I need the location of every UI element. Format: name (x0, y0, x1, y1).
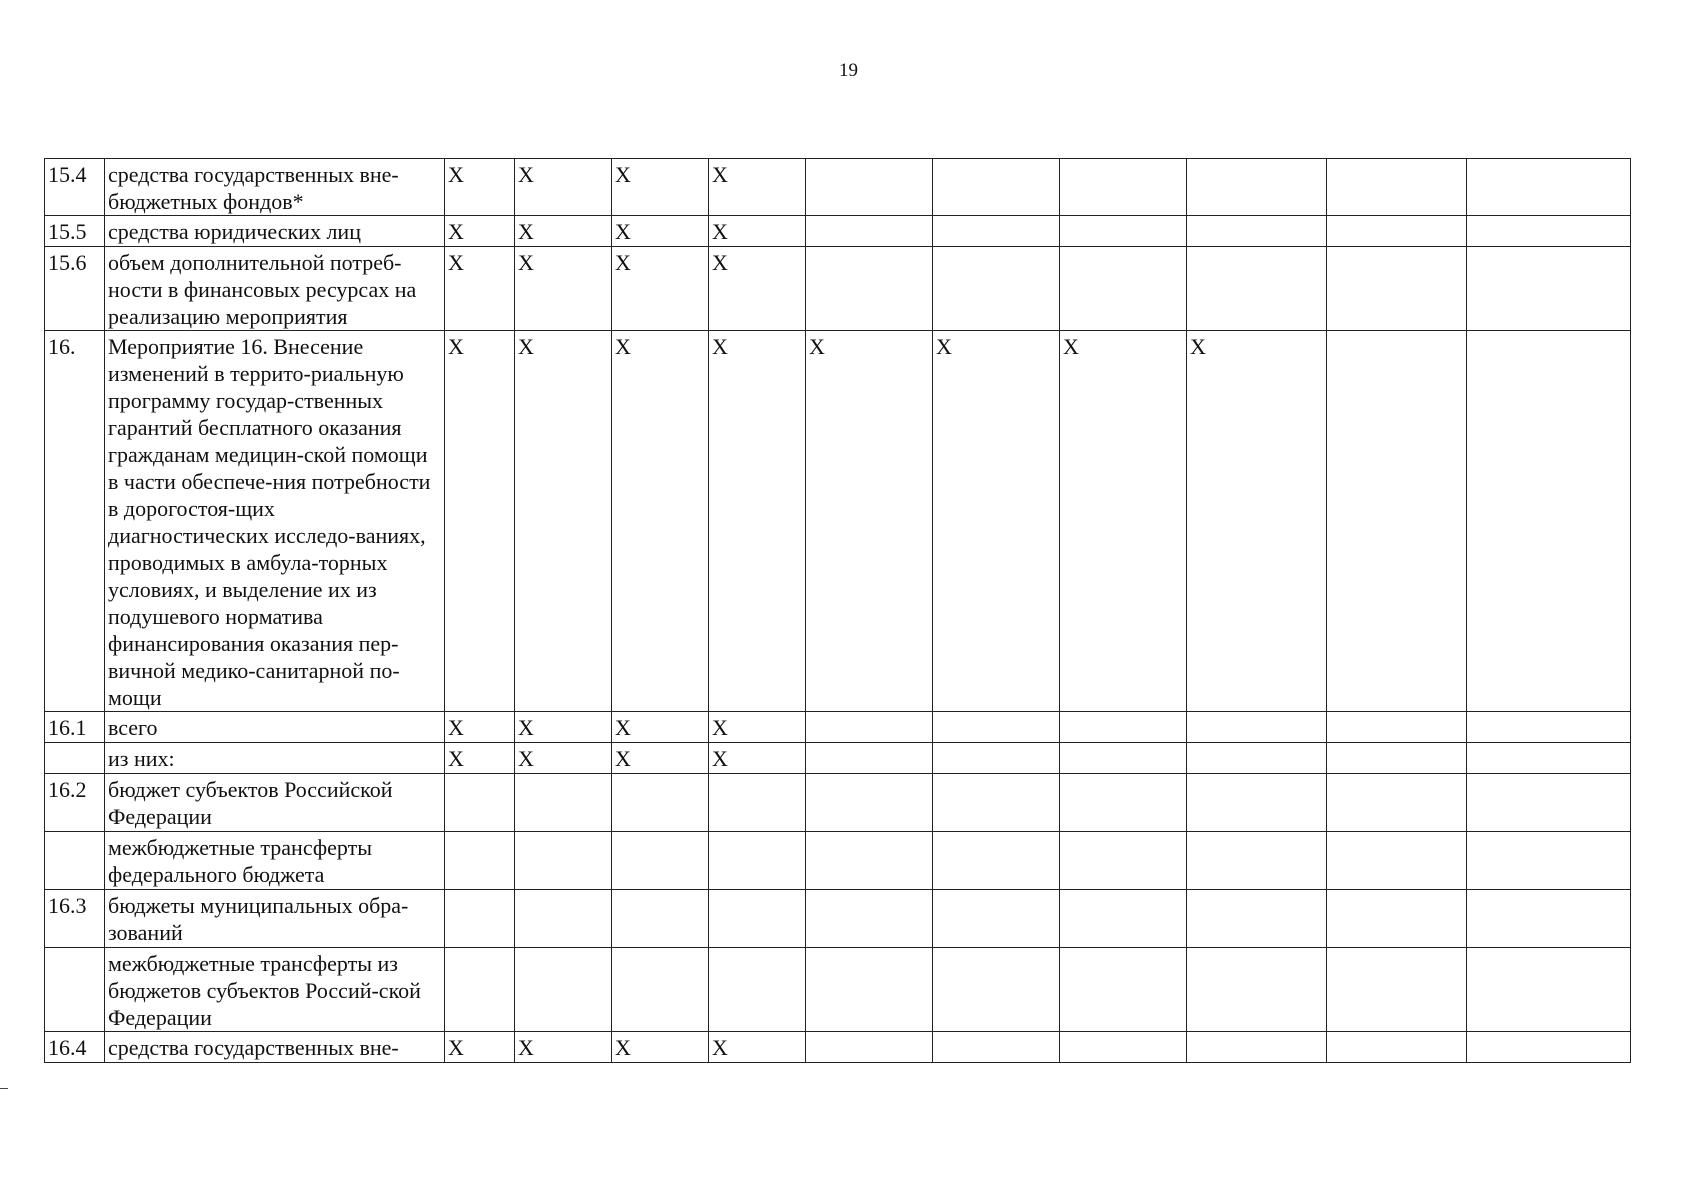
empty-cell (1327, 774, 1467, 832)
row-number (45, 948, 105, 1032)
table-row (45, 331, 1631, 712)
row-number: 16. (45, 331, 105, 712)
row-number: 16.4 (45, 1032, 105, 1063)
row-number (45, 832, 105, 890)
empty-cell (806, 890, 933, 948)
empty-cell (1187, 712, 1327, 743)
empty-cell (1327, 331, 1467, 712)
empty-cell (1060, 948, 1187, 1032)
empty-cell (709, 832, 806, 890)
empty-cell (515, 832, 612, 890)
table-row (45, 948, 1631, 1032)
not-applicable-mark: X (612, 216, 709, 247)
not-applicable-mark: X (709, 331, 806, 712)
row-description: всего (105, 712, 445, 743)
not-applicable-mark: X (515, 743, 612, 774)
empty-cell (1187, 1032, 1327, 1063)
not-applicable-mark: X (445, 159, 515, 216)
empty-cell (1327, 712, 1467, 743)
not-applicable-mark: X (709, 743, 806, 774)
empty-cell (1187, 743, 1327, 774)
not-applicable-mark: X (612, 247, 709, 331)
empty-cell (445, 774, 515, 832)
table-row (45, 712, 1631, 743)
empty-cell (806, 712, 933, 743)
not-applicable-mark: X (612, 712, 709, 743)
row-number: 15.6 (45, 247, 105, 331)
row-number (45, 743, 105, 774)
empty-cell (933, 948, 1060, 1032)
empty-cell (1060, 774, 1187, 832)
empty-cell (1327, 247, 1467, 331)
empty-cell (1187, 216, 1327, 247)
not-applicable-mark: X (1187, 331, 1327, 712)
empty-cell (933, 743, 1060, 774)
empty-cell (1187, 890, 1327, 948)
row-description: средства государственных вне- (105, 1032, 445, 1063)
table-row (45, 832, 1631, 890)
not-applicable-mark: X (445, 331, 515, 712)
empty-cell (1327, 832, 1467, 890)
not-applicable-mark: X (709, 159, 806, 216)
not-applicable-mark: X (709, 1032, 806, 1063)
empty-cell (933, 832, 1060, 890)
empty-cell (612, 948, 709, 1032)
table-row (45, 216, 1631, 247)
row-description: средства государственных вне-бюджетных фондов* (105, 159, 445, 216)
table-row (45, 743, 1631, 774)
empty-cell (1467, 247, 1631, 331)
empty-cell (1327, 1032, 1467, 1063)
empty-cell (612, 890, 709, 948)
empty-cell (933, 774, 1060, 832)
empty-cell (1467, 712, 1631, 743)
empty-cell (1467, 159, 1631, 216)
table-row (45, 1032, 1631, 1063)
empty-cell (445, 890, 515, 948)
empty-cell (1467, 1032, 1631, 1063)
row-number: 15.4 (45, 159, 105, 216)
not-applicable-mark: X (515, 1032, 612, 1063)
not-applicable-mark: X (515, 247, 612, 331)
not-applicable-mark: X (445, 216, 515, 247)
empty-cell (1467, 331, 1631, 712)
empty-cell (1467, 774, 1631, 832)
row-description: межбюджетные трансферты из бюджетов субъектов Россий-ской Федерации (105, 948, 445, 1032)
empty-cell (1327, 948, 1467, 1032)
empty-cell (1060, 890, 1187, 948)
empty-cell (806, 159, 933, 216)
empty-cell (1467, 743, 1631, 774)
empty-cell (806, 216, 933, 247)
empty-cell (1467, 832, 1631, 890)
empty-cell (933, 712, 1060, 743)
not-applicable-mark: X (445, 712, 515, 743)
not-applicable-mark: X (515, 712, 612, 743)
empty-cell (515, 890, 612, 948)
empty-cell (1327, 743, 1467, 774)
empty-cell (1327, 890, 1467, 948)
not-applicable-mark: X (612, 743, 709, 774)
empty-cell (933, 159, 1060, 216)
empty-cell (1327, 159, 1467, 216)
row-description: бюджеты муниципальных обра-зований (105, 890, 445, 948)
empty-cell (806, 774, 933, 832)
not-applicable-mark: X (515, 216, 612, 247)
not-applicable-mark: X (612, 1032, 709, 1063)
empty-cell (1060, 1032, 1187, 1063)
empty-cell (1060, 712, 1187, 743)
empty-cell (806, 1032, 933, 1063)
empty-cell (1060, 743, 1187, 774)
row-description: Мероприятие 16. Внесение изменений в террито-риальную программу государ-ственных гарантий бесплатного оказания гражданам медицин-ской помощи в части обеспече-ния потребности в дорогостоя-щих диагностических исследо-ваниях, проводимых в амбула-торных условиях, и выделение их из подушевого норматива финансирования оказания пер-вичной медико-санитарной по-мощи (105, 331, 445, 712)
table-row (45, 247, 1631, 331)
not-applicable-mark: X (515, 331, 612, 712)
not-applicable-mark: X (1060, 331, 1187, 712)
row-description: из них: (105, 743, 445, 774)
table-row (45, 159, 1631, 216)
not-applicable-mark: X (445, 743, 515, 774)
row-number: 15.5 (45, 216, 105, 247)
empty-cell (1187, 948, 1327, 1032)
row-number: 16.1 (45, 712, 105, 743)
empty-cell (806, 247, 933, 331)
not-applicable-mark: X (933, 331, 1060, 712)
empty-cell (933, 247, 1060, 331)
not-applicable-mark: X (709, 712, 806, 743)
empty-cell (1060, 247, 1187, 331)
empty-cell (1060, 159, 1187, 216)
empty-cell (933, 1032, 1060, 1063)
empty-cell (933, 216, 1060, 247)
row-description: межбюджетные трансферты федерального бюджета (105, 832, 445, 890)
row-description: средства юридических лиц (105, 216, 445, 247)
empty-cell (1467, 890, 1631, 948)
table-row (45, 890, 1631, 948)
empty-cell (515, 774, 612, 832)
scan-mark (0, 1088, 8, 1089)
not-applicable-mark: X (612, 159, 709, 216)
not-applicable-mark: X (445, 1032, 515, 1063)
not-applicable-mark: X (445, 247, 515, 331)
empty-cell (933, 890, 1060, 948)
empty-cell (806, 832, 933, 890)
empty-cell (709, 774, 806, 832)
empty-cell (515, 948, 612, 1032)
empty-cell (709, 948, 806, 1032)
empty-cell (709, 890, 806, 948)
row-description: бюджет субъектов Российской Федерации (105, 774, 445, 832)
empty-cell (1187, 247, 1327, 331)
empty-cell (1467, 948, 1631, 1032)
not-applicable-mark: X (709, 216, 806, 247)
not-applicable-mark: X (515, 159, 612, 216)
empty-cell (806, 743, 933, 774)
page-number: 19 (839, 60, 858, 81)
row-number: 16.3 (45, 890, 105, 948)
empty-cell (1187, 774, 1327, 832)
row-description: объем дополнительной потреб-ности в финансовых ресурсах на реализацию мероприятия (105, 247, 445, 331)
table-row (45, 774, 1631, 832)
empty-cell (1060, 216, 1187, 247)
budget-table (44, 158, 1631, 1063)
empty-cell (612, 774, 709, 832)
empty-cell (445, 832, 515, 890)
empty-cell (806, 948, 933, 1032)
empty-cell (445, 948, 515, 1032)
empty-cell (1187, 159, 1327, 216)
empty-cell (1187, 832, 1327, 890)
row-number: 16.2 (45, 774, 105, 832)
not-applicable-mark: X (612, 331, 709, 712)
not-applicable-mark: X (806, 331, 933, 712)
not-applicable-mark: X (709, 247, 806, 331)
empty-cell (1327, 216, 1467, 247)
empty-cell (612, 832, 709, 890)
empty-cell (1467, 216, 1631, 247)
empty-cell (1060, 832, 1187, 890)
